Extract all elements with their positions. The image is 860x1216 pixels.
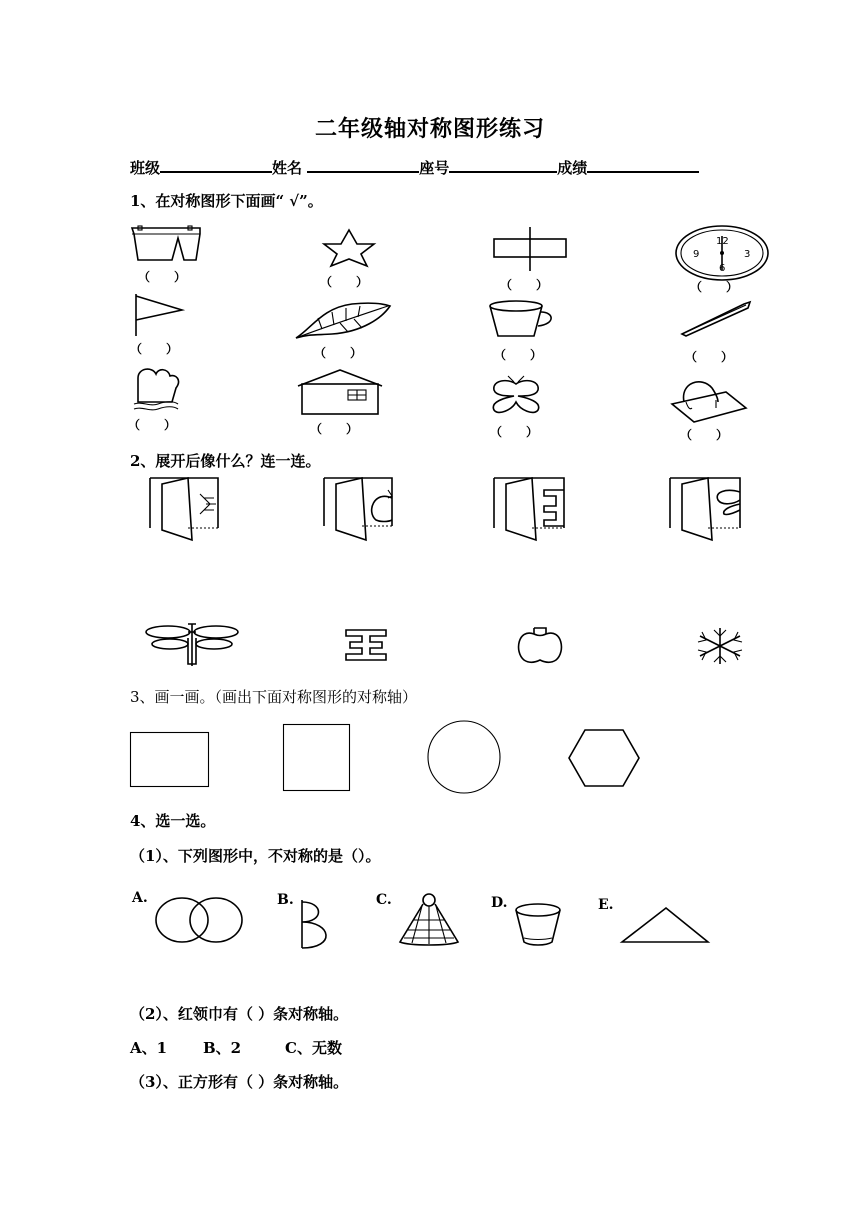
q4-sub2-choice-b: B、2 (203, 1039, 242, 1057)
name-label: 姓名 (272, 159, 303, 177)
class-label: 班级 (130, 159, 161, 177)
clock-numeral-3: 3 (744, 249, 751, 260)
butterfly-figure (488, 376, 548, 416)
folded-paper-dragonfly (666, 476, 746, 544)
option-c-label: C. (376, 892, 392, 908)
q4-prompt: 4、选一选。 (130, 812, 216, 830)
answer-paren-leaf[interactable]: （ ） (314, 346, 363, 360)
class-blank[interactable] (160, 159, 272, 173)
page-title: 二年级轴对称图形练习 (314, 116, 545, 142)
flag-figure (130, 292, 190, 338)
option-e-triangle (620, 906, 710, 946)
clock-numeral-12: 12 (716, 236, 729, 247)
clock-numeral-9: 9 (693, 249, 700, 260)
hexagon-figure (567, 728, 641, 790)
house-figure (296, 368, 386, 418)
folded-paper-wang (490, 476, 570, 544)
answer-paren-flag[interactable]: （ ） (130, 342, 179, 356)
score-label: 成绩 (557, 159, 588, 177)
mitten-figure (128, 364, 188, 414)
q4-sub2-choice-c: C、无数 (285, 1039, 342, 1057)
option-a-two-circles (154, 894, 246, 946)
answer-paren-clock[interactable]: （ ） (690, 280, 739, 294)
option-e-label: E. (598, 897, 614, 913)
option-c-shuttlecock (396, 892, 462, 948)
circle-figure (426, 719, 502, 795)
rectangle-figure (130, 732, 210, 788)
square-figure (283, 724, 351, 792)
option-a-label: A. (132, 890, 148, 906)
handbag-figure (668, 378, 758, 428)
option-b-label: B. (277, 892, 294, 908)
star-figure (314, 228, 384, 268)
answer-paren-teacup[interactable]: （ ） (494, 348, 543, 362)
option-b-letter-b (296, 898, 342, 950)
seat-label: 座号 (419, 159, 450, 177)
folded-paper-snowflake (144, 476, 224, 544)
wang-shape-figure (342, 628, 390, 662)
q1-prompt: 1、在对称图形下面画“ √”。 (130, 192, 323, 210)
name-blank[interactable] (307, 159, 419, 173)
clock-numeral-6: 6 (719, 263, 726, 274)
shorts-figure (128, 224, 208, 264)
folded-paper-apple (318, 476, 398, 544)
q4-sub1: （1）、下列图形中，不对称的是（）。 (130, 847, 381, 865)
answer-paren-cross-rectangle[interactable]: （ ） (500, 278, 549, 292)
answer-paren-pencil[interactable]: （ ） (685, 350, 734, 364)
teacup-figure (488, 298, 558, 344)
seat-blank[interactable] (449, 159, 557, 173)
dragonfly-figure (144, 620, 240, 670)
student-info-line (130, 157, 699, 178)
q4-sub2: （2）、红领巾有（ ）条对称轴。 (130, 1005, 349, 1023)
score-blank[interactable] (587, 159, 699, 173)
q4-sub3: （3）、正方形有（ ）条对称轴。 (130, 1073, 349, 1091)
option-d-label: D. (491, 895, 508, 911)
answer-paren-butterfly[interactable]: （ ） (490, 425, 539, 439)
answer-paren-shorts[interactable]: （ ） (138, 270, 187, 284)
leaf-figure (292, 298, 392, 342)
snowflake-figure (694, 626, 746, 666)
answer-paren-handbag[interactable]: （ ） (680, 428, 729, 442)
answer-paren-house[interactable]: （ ） (310, 422, 359, 436)
q4-sub2-choice-a: A、1 (130, 1039, 168, 1057)
answer-paren-star[interactable]: （ ） (320, 275, 369, 289)
q3-prompt: 3、画一画。（画出下面对称图形的对称轴） (130, 688, 418, 706)
q2-prompt: 2、展开后像什么？连一连。 (130, 452, 321, 470)
answer-paren-mitten[interactable]: （ ） (128, 418, 177, 432)
cross-rectangle-figure (492, 225, 572, 275)
pencil-figure (678, 298, 758, 338)
option-d-bucket (512, 902, 564, 948)
apple-figure (514, 624, 566, 664)
clock-figure (672, 224, 772, 282)
